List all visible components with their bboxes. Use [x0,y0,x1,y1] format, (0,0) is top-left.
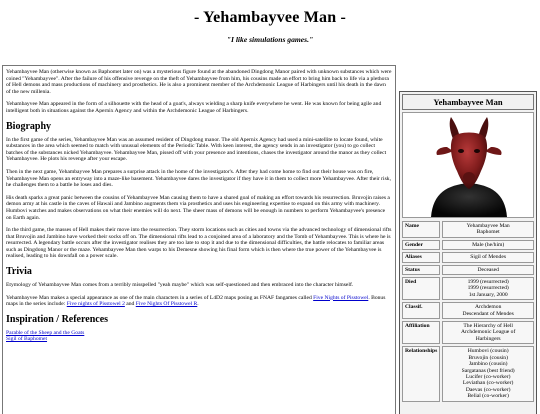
infobox-table [400,219,536,404]
infobox-value-line: Bruvojin (cousin) [468,354,508,361]
trivia-heading: Trivia [6,266,32,278]
infobox-value-line: Humbovi (cousin) [467,348,509,355]
infobox-key: Status [402,265,440,275]
infobox-value [442,252,534,262]
page [0,9,540,414]
goat-figure-illustration [403,113,534,217]
infobox-key: Gender [402,240,440,250]
trivia-paragraph [6,295,392,308]
reference-link[interactable]: Parable of the Sheep and the Goats [6,329,85,336]
infobox-value-line: Deceased [477,266,499,273]
infobox-value-line: Daevas (co-worker) [465,386,511,393]
trivia-text: . [197,301,199,308]
infobox [399,91,537,414]
infobox-value-line: Male (he/him) [472,241,505,248]
infobox-row [402,302,534,319]
infobox-value-line: Archdemonic League of [460,329,516,336]
infobox-value [442,221,534,238]
biography-paragraph: In the third game, the masses of Hell makes their move into the resurrection. They storm locations such as cities and towns via the advanced technology of dimensional rifts that Bruvojin and Jambino have worked their socks off on. The dimensional rifts lead to a conjoined area of a laboratory and the Tomb of Yehambayvee. This is where he is resurrected. A legendary battle occurs after the investigator realises they are too late to stop it and due to the dimensional difficulties, the battle relocates to familiar areas such as Dingdong Manor or the maze. Yehambayvee Man then warps to his Demesne showing his final form which is then where the true power of the Yehambayvee is realised, leading to his downfall on a power scale. [6,227,392,260]
reference-list [6,330,392,343]
infobox-value [442,240,534,250]
infobox-row [402,321,534,344]
reference-link[interactable]: Sigil of Baphomet [6,336,48,343]
infobox-row [402,221,534,238]
biography-heading: Biography [6,120,52,132]
link-five-nights-of-pisstowel-2[interactable]: Five nights of Pisstowel 2 [66,301,125,308]
intro-paragraph: Yehambayvee Man appeared in the form of a silhouette with the head of a goat's, always wielding a sharp knife everywhere he went. He was known for being agile and intelligent both in situations against the Apernix Agency and within the Archdemonic League of Harbingers. [6,101,382,114]
infobox-value-line: Lucifer (co-worker) [465,373,511,380]
biography-paragraph: His death sparks a great panic between the cousins of Yehambayvee Man causing them to have a shared goal of making an effort towards his resurrection. Bruvojin raises a demon army at his castle in the caves of Hawaii and Jambino augments them via prosthetics and uses his engineering expertise to expand on this army with machinery. Humbovi watches and makes observations on what their enemies will do next. The sheer mass of demons will be enough in numbers to perform Yehambayvee's presence on Earth again. [6,194,390,221]
infobox-row [402,240,534,250]
infobox-value-line: Yehambayvee Man [466,223,510,229]
biography-paragraph: In the first game of the series, Yehambayvee Man was an assumed resident of Dingdong manor. The old Apernix Agency had used a mini-satellite to locate found, white substances in the area which seemed to match with unusual elements of the Periodic Table. With keen interest, the agency sends in an investigator (you) to go collect batches of the substances nicked Yehambayvee. Yehambayvee Man, pissed off with your presence and intentions, chases the investigator around the manor as they collect Yehambayvee. He plots his revenge after your escape. [6,136,387,163]
infobox-value-line: 1999 (resurrected) [467,279,509,286]
infobox-value-line: 1st January, 2000 [468,291,508,298]
page-quote: "I like simulations games." [226,35,314,44]
character-image [402,112,534,218]
infobox-key: Name [402,221,440,238]
trivia-text: . Bonus maps in the series include: [6,294,386,308]
page-title: - Yehambayvee Man - [193,9,347,26]
infobox-row [402,346,534,401]
infobox-value-line: Sargatanas (best friend) [461,367,515,374]
infobox-row [402,277,534,300]
trivia-text: and [124,301,136,308]
trivia-paragraph: Etymology of Yehambayvee Man comes from a terribly misspelled "yeah maybe" which was self-questioned and then embraced into the character himself. [6,282,354,289]
infobox-value-line: Descendant of Mendes [462,310,514,317]
infobox-value-line: Leviathan (co-worker) [462,380,514,387]
infobox-value [442,346,534,401]
infobox-title: Yehambayvee Man [402,94,534,110]
intro-paragraph: Yehambayvee Man (otherwise known as Baphomet later on) was a mysterious figure found at the abandoned Dingdong Manor paired with unknown substances which were coined "Yehambayvee". After the failure of his offensive revenge on the theft of Yehambayvee from him, his cousins made an effort to bring him back to life via a plethora of Hell demons and mass productions of machinery and prosthetics. He is also a prominent member of the Archdemonic League of Harbingers until his death in the dawn of the new millenia. [6,69,392,95]
infobox-value [442,277,534,300]
infobox-value [442,265,534,275]
infobox-key: Died [402,277,440,300]
infobox-value-line: Sigil of Mendes [470,254,507,261]
biography-paragraph: Then in the next game, Yehambayvee Man prepares a surprise attack in the home of the investigator's. After they had come home to find out their house was on fire, Yehambayvee Man opens an entryway into a maze-like basement. Yehambayvee dares the investigator if they have it in them to collect more Yehambayvee. After their risk, he challenges them to a battle he loses and dies. [6,168,391,189]
infobox-value-line: 1999 (resurrected) [467,285,509,292]
infobox-value-line: Archdemon [474,304,502,311]
infobox-value-line: Harbingers [475,335,501,342]
trivia-text: Yehambayvee Man makes a special appearance as one of the main characters in a series of L4D2 maps posing as FNAF fangames called [6,294,314,301]
link-five-nights-of-pisstowel[interactable]: Five Nights of Pisstowel [313,294,369,301]
article-body [2,65,396,414]
infobox-value-line: Jambino (cousin) [468,361,508,368]
infobox-key: Relationships [402,346,440,401]
infobox-key: Aliases [402,252,440,262]
infobox-key: Affiliation [402,321,440,344]
infobox-row [402,265,534,275]
inspiration-heading: Inspiration / References [6,313,109,325]
infobox-key: Classif. [402,302,440,319]
infobox-value [442,321,534,344]
infobox-value-line: The Hierarchy of Hell [463,323,513,330]
infobox-value-line: Baphomet [476,229,500,236]
link-five-nights-of-pisstowel-r[interactable]: Five Nights Of Pisstowel R [135,301,198,308]
infobox-value [442,302,534,319]
infobox-value-line: Belial (co-worker) [467,393,509,400]
infobox-row [402,252,534,262]
